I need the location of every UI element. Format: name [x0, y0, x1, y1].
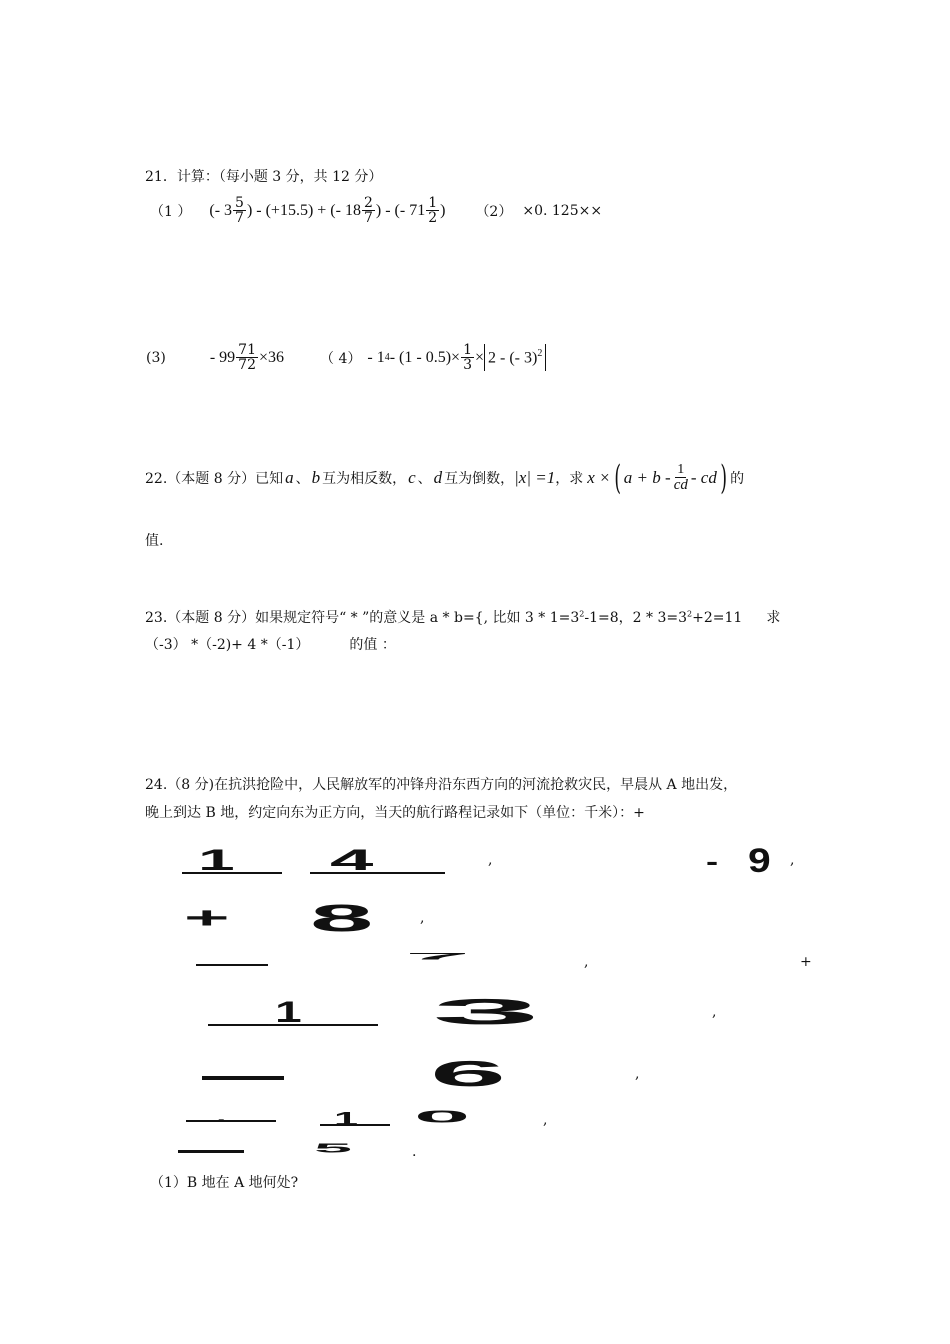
fraction: $\frac{5}{7}$	[235, 195, 244, 226]
abs-value-expr: |x| =1	[514, 468, 556, 487]
q21-part4-label: （ 4）	[320, 350, 362, 367]
minus-sign	[196, 964, 268, 966]
comma: ,	[635, 1066, 640, 1082]
q24-line1: 24.（8 分)在抗洪抢险中，人民解放军的冲锋舟沿东西方向的河流抢救灾民，早晨从 A 地出发，	[145, 777, 738, 793]
digit: 3	[432, 991, 541, 1032]
minus-sign	[178, 1150, 244, 1153]
comma: ,	[712, 1004, 717, 1020]
fraction: $\frac{71}{72}$	[238, 342, 256, 373]
digit: 1	[275, 996, 302, 1029]
digit: 4	[330, 844, 374, 877]
q23-line1: 23.（本题 8 分）如果规定符号“ * ”的意义是 a * b={, 比如 $3 * 1=3^2-1=8$，$2 * 3=3^2+2=11$ 求	[145, 609, 781, 626]
comma: ,	[420, 910, 425, 926]
comma: ,	[790, 852, 795, 868]
q21-part2-label: （2）	[475, 203, 513, 220]
comma: ,	[488, 852, 493, 868]
fraction: $\frac{1}{2}$	[428, 195, 438, 226]
comma: ,	[543, 1112, 548, 1128]
q21-part2-expr: ×0. 125××	[522, 202, 603, 219]
q22-line2: 值.	[145, 533, 164, 549]
digit: 9	[748, 842, 771, 880]
digit: 0	[414, 1106, 471, 1127]
digit: 5	[314, 1141, 353, 1156]
minus-sign: -	[706, 846, 719, 876]
digit: 1	[198, 844, 235, 877]
fraction: $\frac{1}{3}$	[463, 342, 472, 373]
comma: ,	[584, 954, 589, 970]
q21-part1-label: （1 ）	[150, 203, 192, 220]
q23-line2: （-3） *（-2)+ 4 *（-1） 的值 ：	[145, 637, 396, 653]
q21-part3-4: (3) - 99 $\frac{71}{72}$ ×36 （ 4） - 1 4 - (1 - 0.5)× $\frac{1}{3}$ × 2 - (- 3)$^2$	[146, 343, 546, 372]
q21-title: 21．计算：（每小题 3 分，共 12 分）	[145, 169, 383, 185]
bracket-expression: 2 - (- 3)$^2$	[484, 344, 546, 371]
plus-sign: +	[184, 902, 230, 935]
plus-sign: +	[800, 954, 812, 970]
plus-sign: -	[218, 1111, 225, 1127]
q22-line1: 22.（本题 8 分）已知 a 、 b 互为相反数， c 、 d 互为倒数， |x| =1 ，求 x × ( a + b - $\frac{1}{cd}$ - cd ) 的	[145, 458, 745, 498]
fraction: $\frac{1}{cd}$	[673, 462, 688, 493]
digit: 7	[405, 951, 471, 962]
digit: 1	[334, 1109, 359, 1129]
q24-line2: 晚上到达 B 地，约定向东为正方向，当天的航行路程记录如下（单位：千米）：+	[145, 805, 645, 821]
period: .	[412, 1144, 417, 1160]
minus-sign	[202, 1076, 284, 1080]
fraction: $\frac{2}{7}$	[363, 195, 373, 226]
q24-sub1: （1）B 地在 A 地何处?	[150, 1175, 299, 1191]
q21-part3-label: (3)	[146, 349, 166, 366]
digit: 8	[310, 898, 374, 940]
q21-part1: （1 ） (- 3 $\frac{5}{7}$ ) - (+15.5) + (- 18 $\frac{2}{7}$ ) - (- 71 $\frac{1}{2}$ ) （2） ×0. 125××	[150, 195, 603, 226]
digit: 6	[430, 1053, 507, 1094]
